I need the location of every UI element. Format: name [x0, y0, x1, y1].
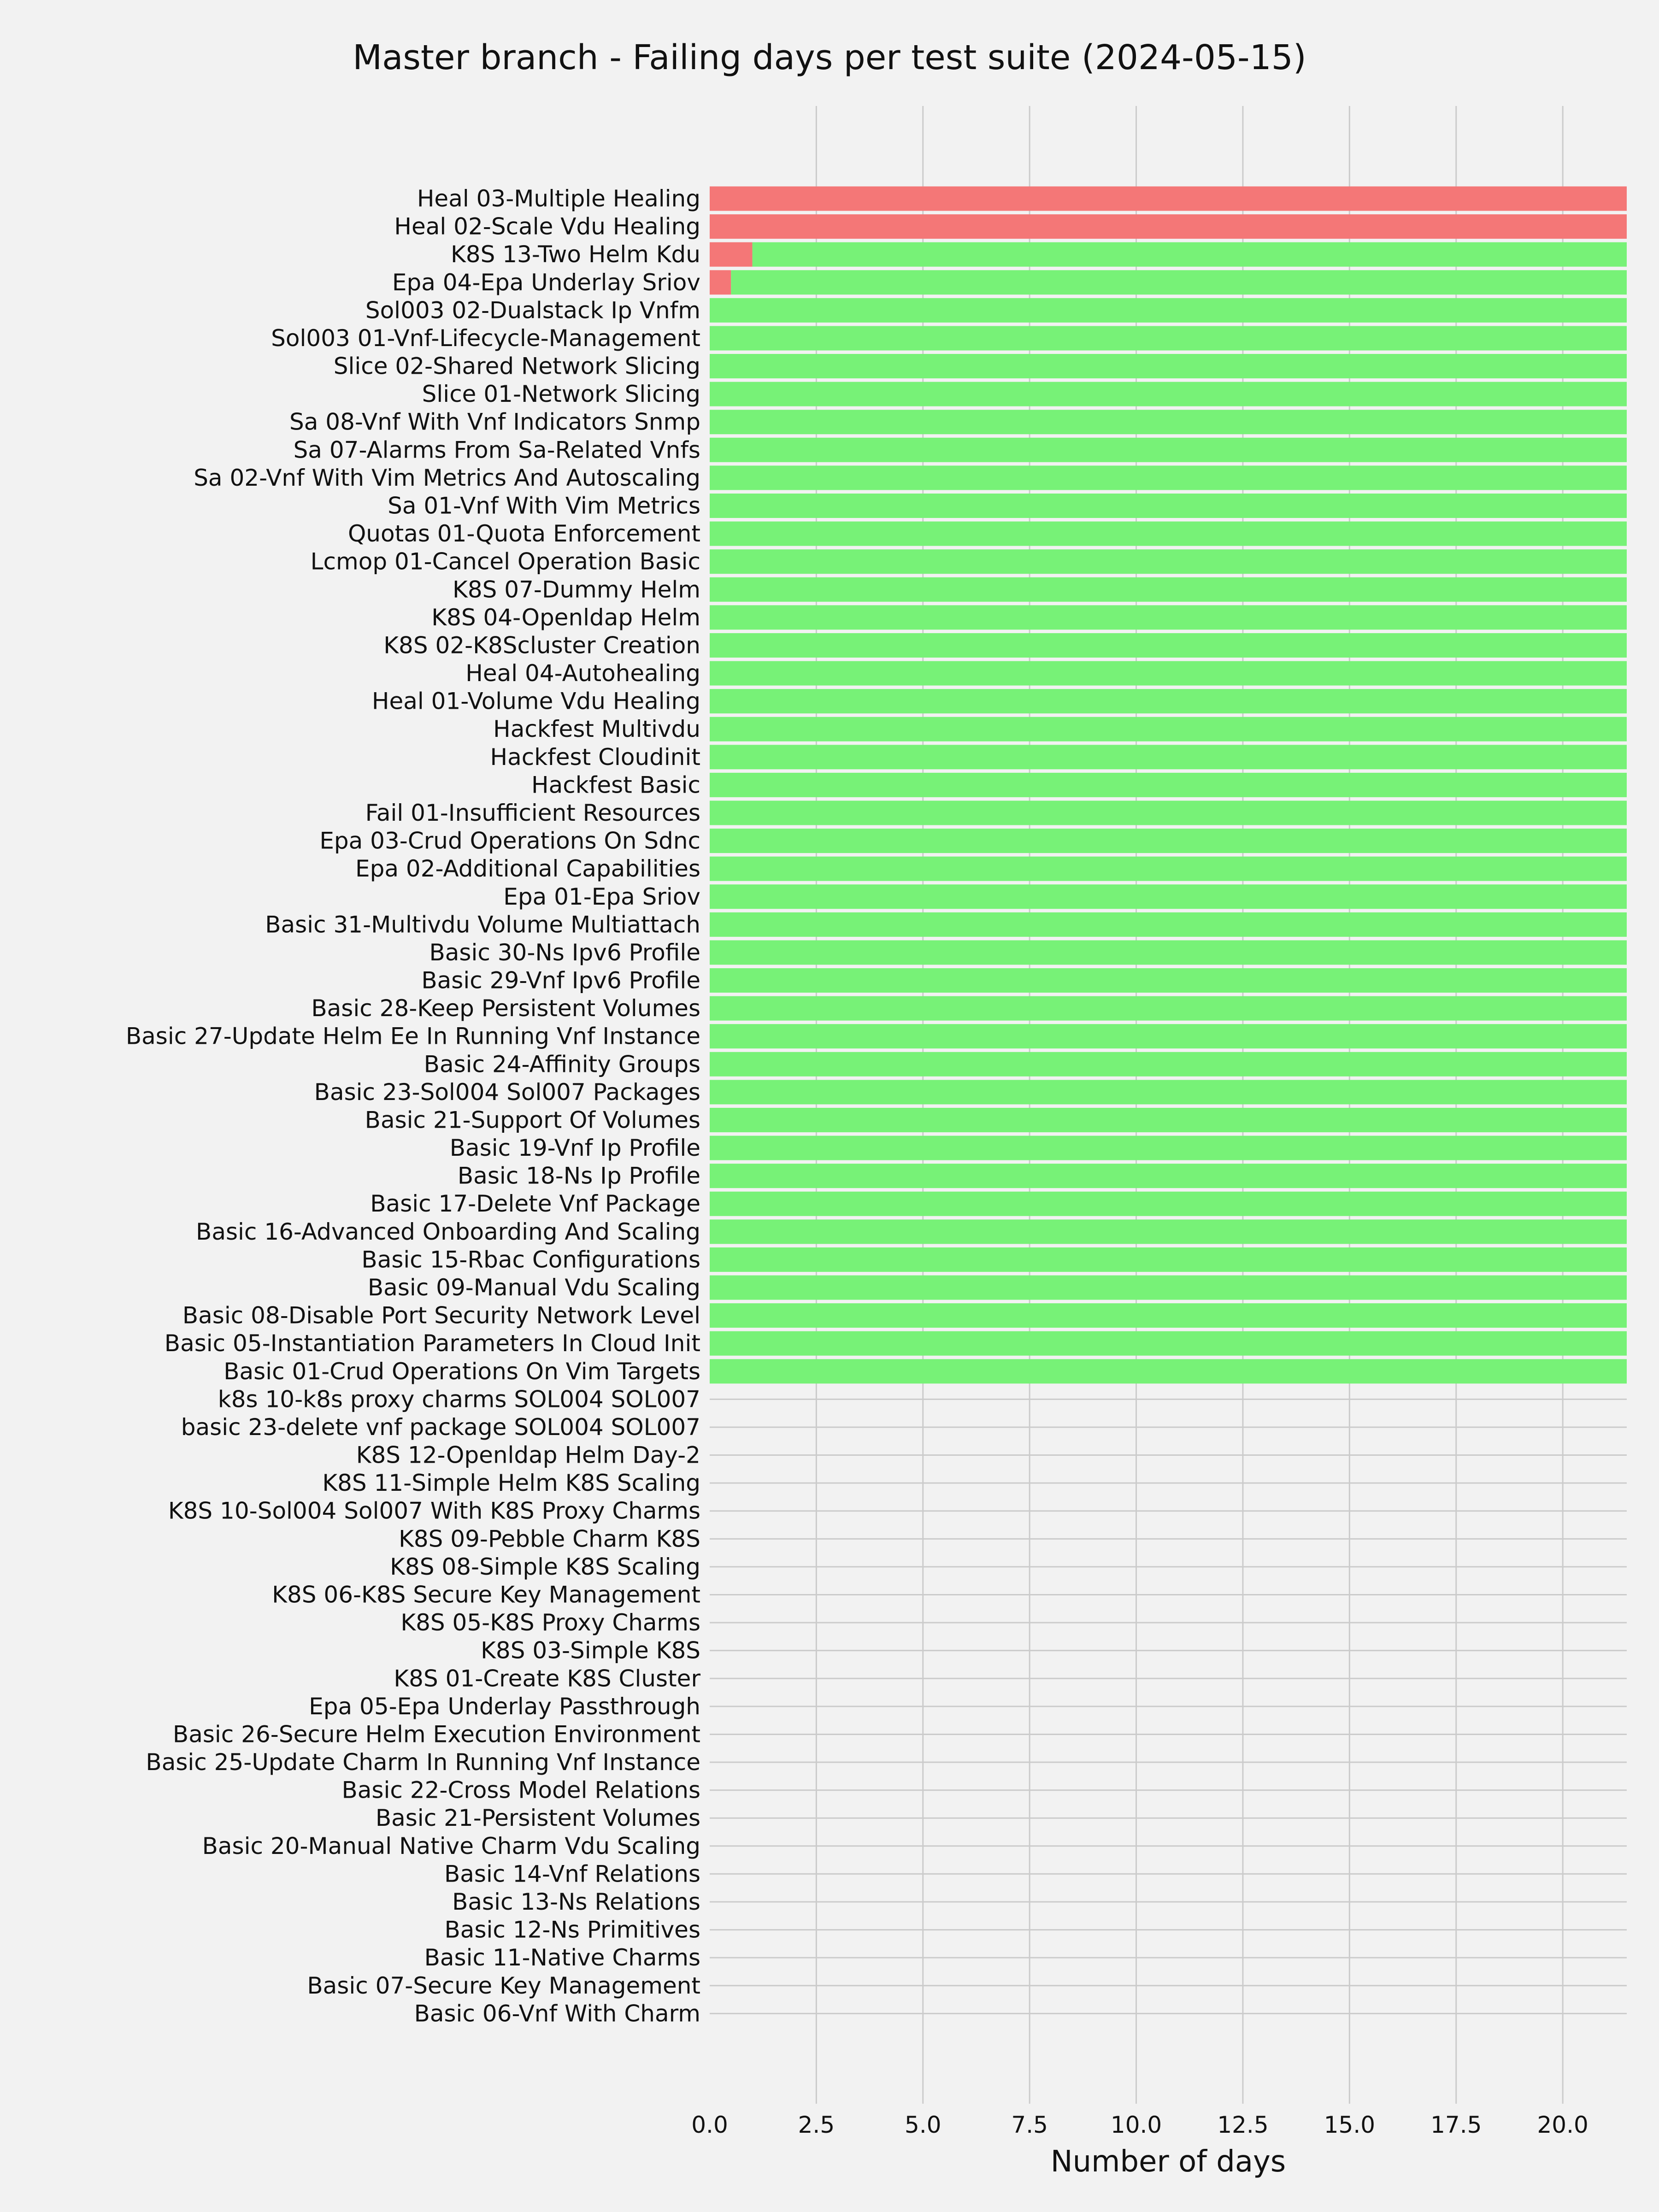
- passing-bar: [710, 1331, 1627, 1356]
- category-label: Basic 16-Advanced Onboarding And Scaling: [196, 1218, 700, 1245]
- category-label: Basic 28-Keep Persistent Volumes: [311, 995, 700, 1022]
- passing-bar: [710, 1164, 1627, 1188]
- passing-bar: [710, 549, 1627, 574]
- x-tick-label: 12.5: [1217, 2112, 1269, 2138]
- category-label: Lcmop 01-Cancel Operation Basic: [310, 548, 700, 575]
- category-labels: [126, 185, 701, 2027]
- passing-bar: [710, 1276, 1627, 1300]
- category-label: Basic 18-Ns Ip Profile: [457, 1162, 700, 1189]
- passing-bar: [710, 522, 1627, 546]
- passing-bar: [710, 494, 1627, 518]
- category-label: Epa 01-Epa Sriov: [503, 883, 700, 910]
- category-label: Sol003 02-Dualstack Ip Vnfm: [365, 297, 700, 324]
- category-label: K8S 01-Create K8S Cluster: [394, 1665, 700, 1692]
- category-label: Basic 20-Manual Native Charm Vdu Scaling: [202, 1832, 700, 1859]
- category-label: Heal 02-Scale Vdu Healing: [394, 213, 700, 240]
- passing-bar: [710, 633, 1627, 658]
- passing-bar: [710, 1024, 1627, 1048]
- category-label: Epa 05-Epa Underlay Passthrough: [309, 1693, 700, 1720]
- x-tick-label: 20.0: [1537, 2112, 1588, 2138]
- category-label: K8S 05-K8S Proxy Charms: [400, 1609, 700, 1636]
- category-label: Basic 11-Native Charms: [424, 1944, 700, 1971]
- passing-bar: [710, 354, 1627, 378]
- passing-bar: [710, 968, 1627, 993]
- x-tick-label: 7.5: [1011, 2112, 1048, 2138]
- passing-bar: [710, 1359, 1627, 1383]
- category-label: Sa 02-Vnf With Vim Metrics And Autoscaling: [194, 464, 700, 491]
- passing-bar: [710, 298, 1627, 323]
- category-label: Basic 07-Secure Key Management: [307, 1972, 700, 1999]
- category-label: Basic 12-Ns Primitives: [444, 1916, 700, 1943]
- passing-bar: [710, 1192, 1627, 1216]
- category-label: Basic 14-Vnf Relations: [444, 1860, 700, 1888]
- category-label: Basic 31-Multivdu Volume Multiattach: [265, 911, 700, 938]
- x-axis-label: Number of days: [1050, 2145, 1286, 2179]
- category-label: Basic 22-Cross Model Relations: [341, 1777, 700, 1804]
- passing-bar: [710, 577, 1627, 602]
- category-label: K8S 08-Simple K8S Scaling: [390, 1553, 700, 1580]
- category-label: Basic 05-Instantiation Parameters In Cloud Init: [164, 1330, 700, 1357]
- category-label: Basic 23-Sol004 Sol007 Packages: [314, 1078, 700, 1106]
- category-label: Heal 04-Autohealing: [465, 660, 700, 687]
- category-label: K8S 12-Openldap Helm Day-2: [356, 1441, 700, 1469]
- passing-bar: [710, 1052, 1627, 1077]
- passing-bar: [710, 661, 1627, 686]
- category-label: Basic 17-Delete Vnf Package: [370, 1190, 700, 1218]
- category-label: Basic 25-Update Charm In Running Vnf Instance: [146, 1749, 700, 1776]
- x-tick-label: 10.0: [1110, 2112, 1162, 2138]
- category-label: Basic 21-Persistent Volumes: [375, 1805, 700, 1832]
- x-tick-labels: [691, 2112, 1588, 2138]
- failing-bar: [710, 242, 753, 267]
- category-label: Basic 27-Update Helm Ee In Running Vnf Instance: [125, 1023, 700, 1050]
- x-tick-label: 5.0: [905, 2112, 941, 2138]
- chart-title: Master branch - Failing days per test suite (2024-05-15): [353, 38, 1306, 77]
- passing-bar: [710, 773, 1627, 797]
- passing-bar: [710, 1247, 1627, 1272]
- category-label: basic 23-delete vnf package SOL004 SOL007: [181, 1413, 700, 1441]
- passing-bar: [710, 410, 1627, 434]
- passing-bar: [731, 270, 1627, 294]
- category-label: Basic 21-Support Of Volumes: [365, 1106, 700, 1134]
- category-label: Sa 07-Alarms From Sa-Related Vnfs: [293, 436, 700, 464]
- category-label: Basic 09-Manual Vdu Scaling: [367, 1274, 700, 1301]
- category-label: Hackfest Basic: [531, 771, 700, 799]
- passing-bar: [710, 912, 1627, 937]
- passing-bar: [710, 326, 1627, 350]
- category-label: Basic 01-Crud Operations On Vim Targets: [224, 1358, 700, 1385]
- category-label: Basic 13-Ns Relations: [452, 1888, 700, 1915]
- category-label: Basic 06-Vnf With Charm: [414, 2000, 700, 2027]
- passing-bar: [710, 996, 1627, 1021]
- category-label: K8S 04-Openldap Helm: [431, 604, 700, 631]
- category-label: K8S 02-K8Scluster Creation: [383, 632, 700, 659]
- category-label: Sa 08-Vnf With Vnf Indicators Snmp: [289, 408, 700, 435]
- category-label: K8S 09-Pebble Charm K8S: [399, 1525, 700, 1553]
- category-label: Fail 01-Insufficient Resources: [365, 799, 700, 826]
- category-label: Basic 08-Disable Port Security Network Level: [182, 1302, 700, 1329]
- category-label: Slice 01-Network Slicing: [422, 381, 700, 408]
- passing-bar: [710, 745, 1627, 769]
- passing-bar: [710, 1303, 1627, 1328]
- passing-bar: [710, 689, 1627, 713]
- passing-bar: [710, 829, 1627, 853]
- passing-bar: [710, 438, 1627, 462]
- bars: [710, 187, 1627, 1384]
- passing-bar: [710, 1219, 1627, 1244]
- passing-bar: [710, 1136, 1627, 1160]
- passing-bar: [710, 717, 1627, 741]
- category-label: K8S 13-Two Helm Kdu: [450, 241, 700, 268]
- category-label: k8s 10-k8s proxy charms SOL004 SOL007: [218, 1386, 700, 1413]
- passing-bar: [710, 605, 1627, 629]
- passing-bar: [753, 242, 1627, 267]
- failing-bar: [710, 214, 1627, 239]
- category-label: Epa 04-Epa Underlay Sriov: [392, 269, 700, 296]
- passing-bar: [710, 382, 1627, 406]
- category-label: Basic 30-Ns Ipv6 Profile: [429, 939, 700, 966]
- category-label: Hackfest Cloudinit: [490, 743, 700, 771]
- x-tick-label: 0.0: [691, 2112, 728, 2138]
- passing-bar: [710, 1080, 1627, 1104]
- category-label: Hackfest Multivdu: [493, 716, 700, 743]
- failing-bar: [710, 270, 731, 294]
- category-label: Basic 26-Secure Helm Execution Environment: [172, 1721, 700, 1748]
- x-tick-label: 17.5: [1430, 2112, 1482, 2138]
- passing-bar: [710, 800, 1627, 825]
- category-label: Epa 03-Crud Operations On Sdnc: [319, 827, 700, 854]
- x-tick-label: 15.0: [1324, 2112, 1376, 2138]
- category-label: Sol003 01-Vnf-Lifecycle-Management: [271, 324, 700, 352]
- failing-bar: [710, 187, 1627, 211]
- category-label: Basic 29-Vnf Ipv6 Profile: [421, 967, 700, 994]
- passing-bar: [710, 857, 1627, 881]
- category-label: Quotas 01-Quota Enforcement: [347, 520, 700, 547]
- category-label: K8S 03-Simple K8S: [481, 1637, 700, 1664]
- category-label: Sa 01-Vnf With Vim Metrics: [388, 492, 700, 519]
- category-label: K8S 11-Simple Helm K8S Scaling: [322, 1470, 700, 1497]
- category-label: Slice 02-Shared Network Slicing: [333, 353, 700, 380]
- category-label: Basic 19-Vnf Ip Profile: [449, 1135, 700, 1162]
- category-label: K8S 07-Dummy Helm: [453, 576, 700, 603]
- passing-bar: [710, 1108, 1627, 1132]
- category-label: Basic 24-Affinity Groups: [424, 1051, 700, 1078]
- category-label: K8S 06-K8S Secure Key Management: [272, 1581, 700, 1608]
- x-tick-label: 2.5: [798, 2112, 835, 2138]
- passing-bar: [710, 884, 1627, 909]
- category-label: Basic 15-Rbac Configurations: [361, 1246, 700, 1273]
- category-label: Epa 02-Additional Capabilities: [355, 855, 700, 882]
- passing-bar: [710, 465, 1627, 490]
- category-label: Heal 03-Multiple Healing: [417, 185, 700, 212]
- passing-bar: [710, 940, 1627, 965]
- category-label: K8S 10-Sol004 Sol007 With K8S Proxy Charms: [168, 1497, 700, 1524]
- category-label: Heal 01-Volume Vdu Healing: [371, 688, 700, 715]
